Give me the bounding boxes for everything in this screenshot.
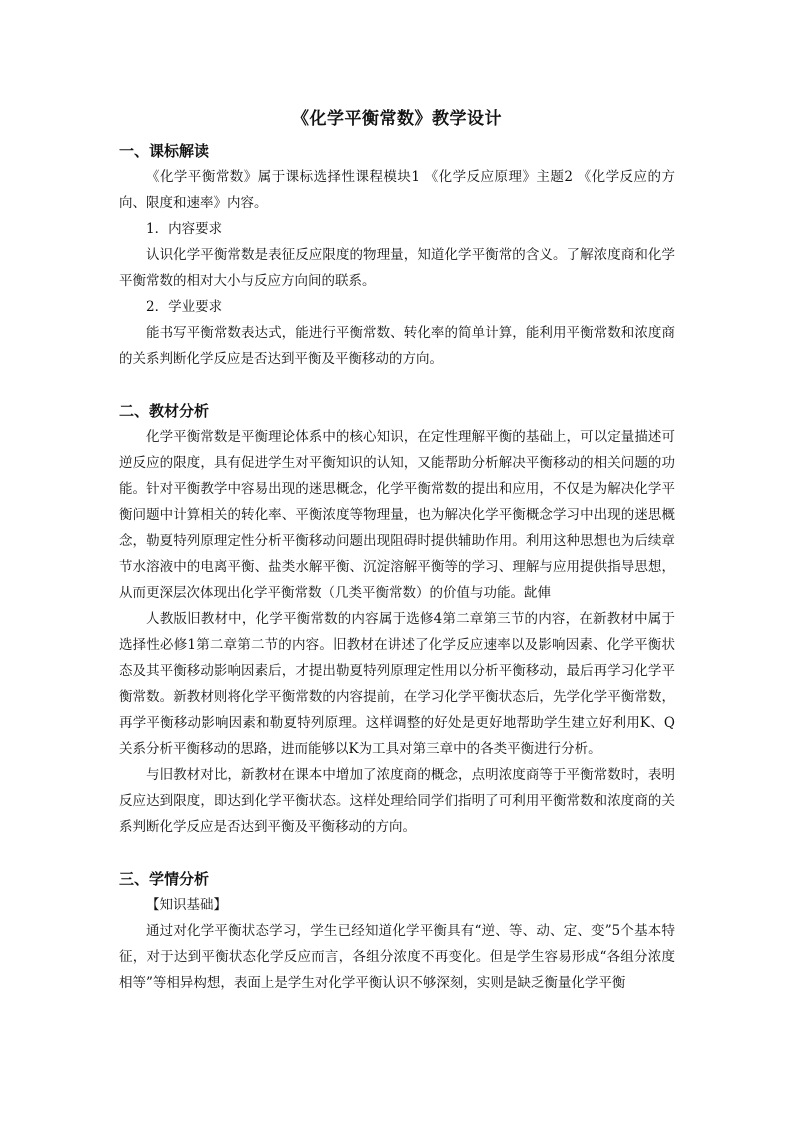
knowledge-basis-label: 【知识基础】 (146, 897, 227, 913)
paragraph-textbook-2: 人教版旧教材中，化学平衡常数的内容属于选修4第二章第三节的内容，在新教材中属于选择性必修1第二章第二节的内容。旧教材在讲述了化学反应速率以及影响因素、化学平衡状态及其平衡移动影响因素后，才提出勒夏特列原理定性用以分析平衡移动，最后再学习化学平衡常数。新教材则将化学平衡常数的内容提前，在学习化学平衡状态后，先学化学平衡常数，再学平衡移动影响因素和勒夏特列原理。这样调整的好处是更好地帮助学生建立好利用K、Q关系分析平衡移动的思路，进而能够以K为工具对第三章中的各类平衡进行分析。 (119, 611, 675, 757)
paragraph-knowledge-basis: 通过对化学平衡状态学习，学生已经知道化学平衡具有“逆、等、动、定、变”5个基本特征，对于达到平衡状态化学反应而言，各组分浓度不再变化。但是学生容易形成“各组分浓度相等”等相异构想，表面上是学生对化学平衡认识不够深刻，实则是缺乏衡量化学平衡 (119, 923, 675, 991)
section-spacer (119, 840, 675, 866)
section-heading-curriculum: 一、课标解读 (119, 142, 210, 160)
paragraph-academic-requirements: 能书写平衡常数表达式，能进行平衡常数、转化率的简单计算，能利用平衡常数和浓度商的关系判断化学反应是否达到平衡及平衡移动的方向。 (119, 325, 675, 367)
section-spacer (119, 372, 675, 398)
paragraph-content-requirements: 认识化学平衡常数是表征反应限度的物理量，知道化学平衡常的含义。了解浓度商和化学平衡常数的相对大小与反应方向间的联系。 (119, 247, 675, 289)
paragraph-textbook-1: 化学平衡常数是平衡理论体系中的核心知识，在定性理解平衡的基础上，可以定量描述可逆反应的限度，具有促进学生对平衡知识的认知，又能帮助分析解决平衡移动的相关问题的功能。针对平衡教学中容易出现的迷思概念，化学平衡常数的提出和应用，不仅是为解决化学平衡问题中计算相关的转化率、平衡浓度等物理量，也为解决化学平衡概念学习中出现的迷思概念，勒夏特列原理定性分析平衡移动问题出现阻碍时提供辅助作用。利用这种思想也为后续章节水溶液中的电离平衡、盐类水解平衡、沉淀溶解平衡等的学习、理解与应用提供指导思想，从而更深层次体现出化学平衡常数（几类平衡常数）的价值与功能。龀俥 (119, 429, 675, 601)
document-body (119, 138, 675, 996)
content-requirements-label: 1．内容要求 (146, 221, 223, 237)
paragraph-textbook-3: 与旧教材对比，新教材在课本中增加了浓度商的概念，点明浓度商等于平衡常数时，表明反应达到限度，即达到化学平衡状态。这样处理给同学们指明了可利用平衡常数和浓度商的关系判断化学反应是否达到平衡及平衡移动的方向。 (119, 767, 675, 835)
section-heading-learner: 三、学情分析 (119, 870, 210, 888)
paragraph-curriculum-intro: 《化学平衡常数》属于课标选择性课程模块1 《化学反应原理》主题2 《化学反应的方向、限度和速率》内容。 (119, 169, 675, 211)
document-title: 《化学平衡常数》教学设计 (292, 109, 502, 129)
academic-requirements-label: 2．学业要求 (146, 299, 223, 315)
section-heading-textbook: 二、教材分析 (119, 402, 210, 420)
